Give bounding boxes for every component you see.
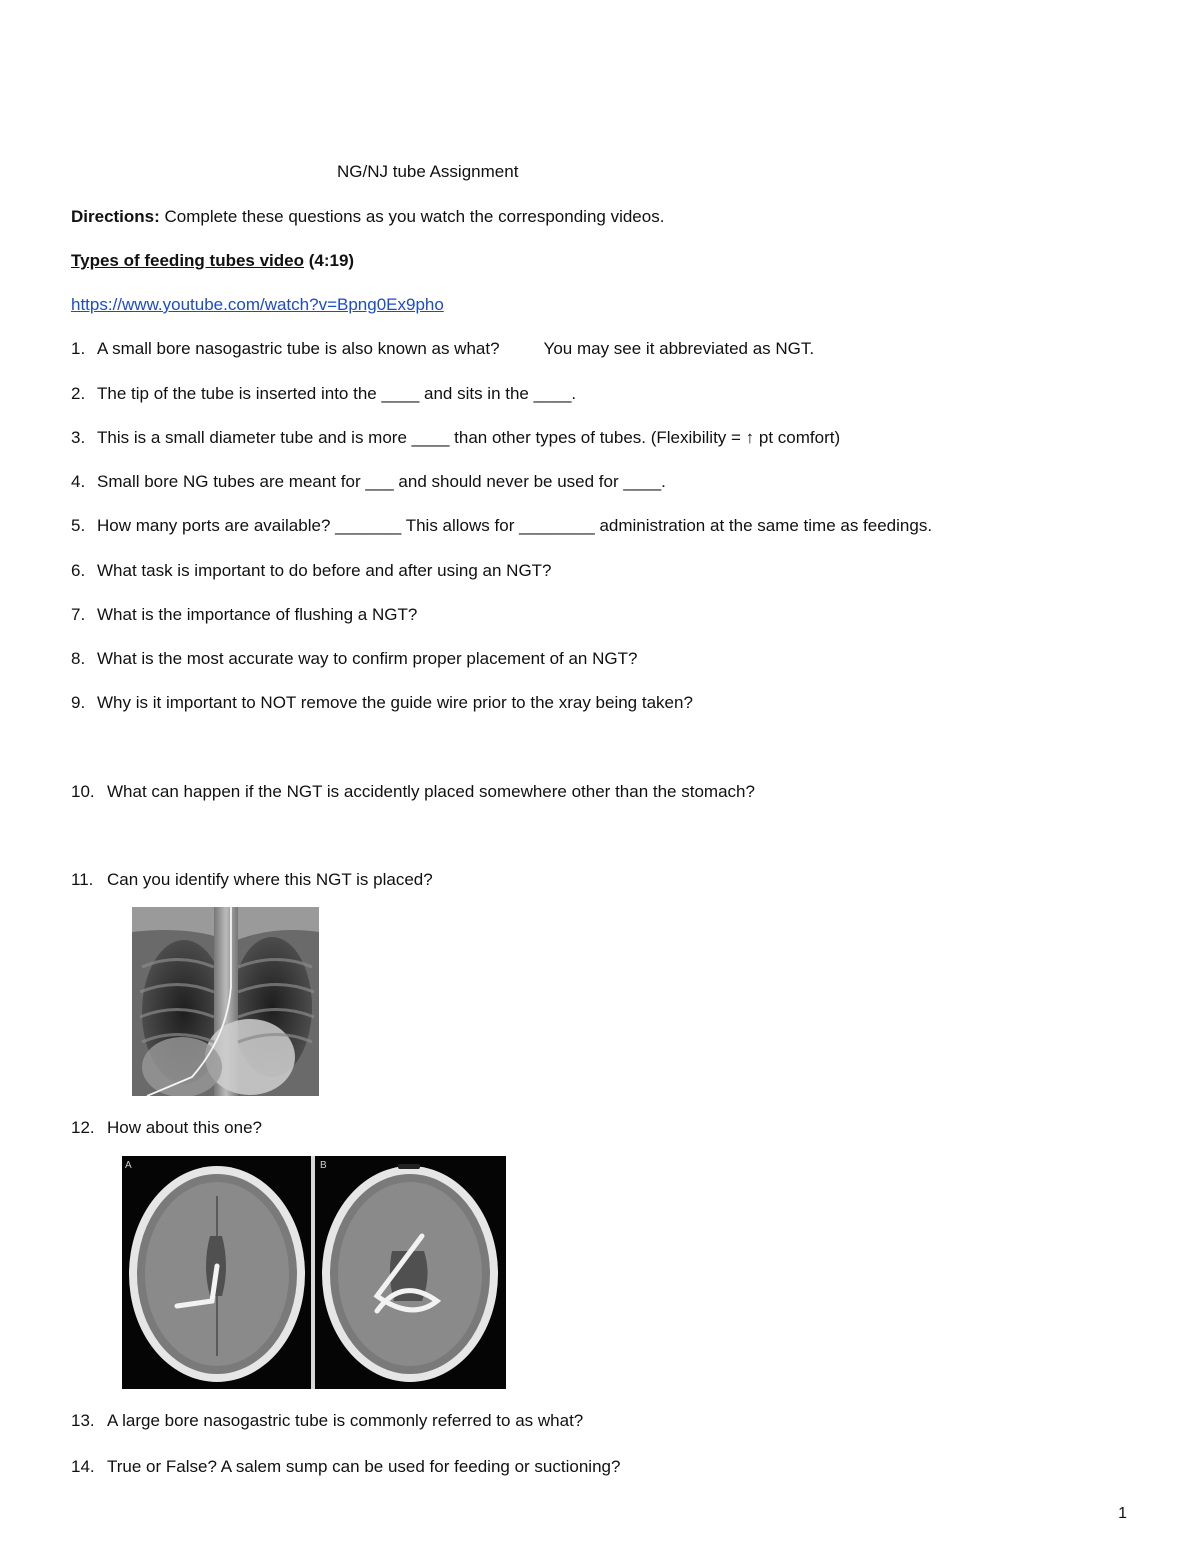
question-number: 9. bbox=[71, 693, 86, 712]
video-heading bbox=[71, 251, 354, 271]
question-number: 5. bbox=[71, 516, 86, 535]
question-7 bbox=[71, 605, 417, 625]
question-3 bbox=[71, 428, 840, 448]
directions-text: Complete these questions as you watch the corresponding videos. bbox=[164, 207, 665, 226]
question-text: What task is important to do before and after using an NGT? bbox=[97, 561, 552, 580]
question-text: How about this one? bbox=[107, 1118, 262, 1137]
question-4 bbox=[71, 472, 666, 492]
question-number: 11. bbox=[71, 870, 94, 889]
question-1 bbox=[71, 339, 814, 359]
question-text: What is the most accurate way to confirm proper placement of an NGT? bbox=[97, 649, 638, 668]
question-12 bbox=[71, 1118, 262, 1138]
video-title: Types of feeding tubes video bbox=[71, 251, 304, 270]
question-text: How many ports are available? _______ This allows for ________ administration at the same time as feedings. bbox=[97, 516, 933, 535]
brain-ct-image bbox=[122, 1156, 506, 1389]
question-number: 13. bbox=[71, 1411, 95, 1430]
question-text: This is a small diameter tube and is more ____ than other types of tubes. (Flexibility = ↑ pt comfort) bbox=[97, 428, 841, 447]
question-number: 8. bbox=[71, 649, 86, 668]
question-10 bbox=[71, 782, 755, 802]
question-number: 10. bbox=[71, 782, 95, 801]
question-9 bbox=[71, 693, 693, 713]
ct-label-b: B bbox=[320, 1160, 327, 1171]
question-text: A large bore nasogastric tube is commonly referred to as what? bbox=[107, 1411, 584, 1430]
question-6 bbox=[71, 561, 552, 581]
video-link[interactable]: https://www.youtube.com/watch?v=Bpng0Ex9pho bbox=[71, 295, 444, 314]
question-number: 1. bbox=[71, 339, 86, 358]
question-text: A small bore nasogastric tube is also known as what? bbox=[97, 339, 500, 358]
question-13 bbox=[71, 1411, 583, 1431]
question-text: Why is it important to NOT remove the guide wire prior to the xray being taken? bbox=[97, 693, 693, 712]
question-number: 3. bbox=[71, 428, 86, 447]
question-8 bbox=[71, 649, 637, 669]
page-number: 1 bbox=[1118, 1505, 1127, 1522]
question-number: 6. bbox=[71, 561, 86, 580]
question-text: What is the importance of flushing a NGT? bbox=[97, 605, 418, 624]
directions bbox=[71, 207, 664, 227]
question-2 bbox=[71, 384, 576, 404]
chest-xray-image bbox=[132, 907, 319, 1096]
question-number: 2. bbox=[71, 384, 86, 403]
question-text: True or False? A salem sump can be used for feeding or suctioning? bbox=[107, 1457, 621, 1476]
question-note: You may see it abbreviated as NGT. bbox=[543, 339, 815, 358]
ct-label-a: A bbox=[125, 1160, 132, 1171]
question-text: The tip of the tube is inserted into the ____ and sits in the ____. bbox=[97, 384, 577, 403]
question-number: 7. bbox=[71, 605, 86, 624]
question-number: 4. bbox=[71, 472, 86, 491]
question-text: Can you identify where this NGT is placed? bbox=[107, 870, 433, 889]
video-duration: (4:19) bbox=[308, 251, 355, 270]
question-11 bbox=[71, 870, 433, 890]
question-number: 14. bbox=[71, 1457, 95, 1476]
question-number: 12. bbox=[71, 1118, 95, 1137]
question-text: Small bore NG tubes are meant for ___ and should never be used for ____. bbox=[97, 472, 666, 491]
question-14 bbox=[71, 1457, 620, 1477]
directions-label: Directions: bbox=[71, 207, 160, 226]
page-title: NG/NJ tube Assignment bbox=[337, 162, 519, 181]
question-text: What can happen if the NGT is accidently placed somewhere other than the stomach? bbox=[107, 782, 755, 801]
question-5 bbox=[71, 516, 932, 536]
